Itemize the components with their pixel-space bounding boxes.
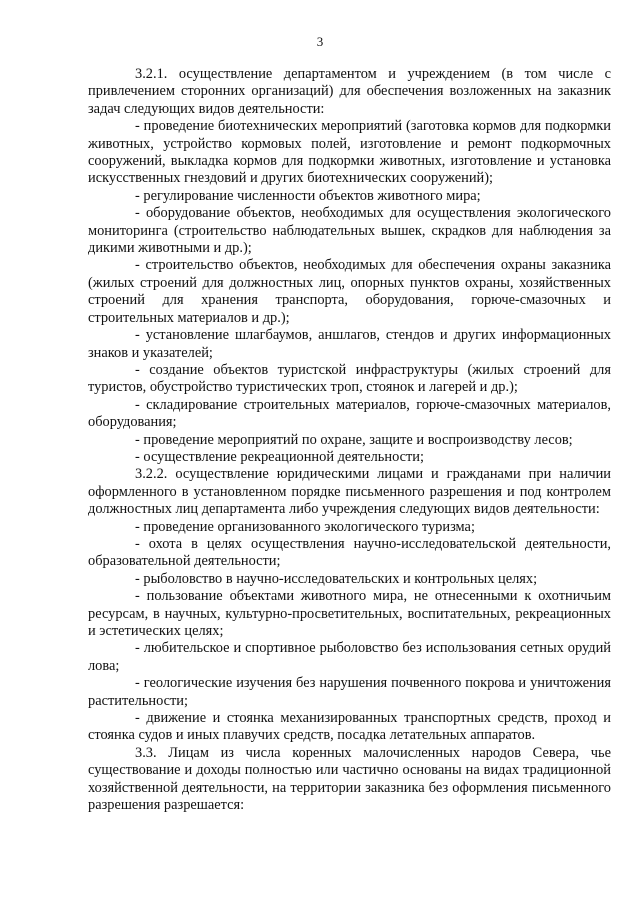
- list-item-forest-protection: - проведение мероприятий по охране, защите и воспроизводству лесов;: [135, 431, 573, 448]
- list-item-population-regulation: - регулирование численности объектов животного мира;: [135, 187, 481, 204]
- list-item-materials-storage: - складирование строительных материалов, горюче-смазочных материалов, оборудования;: [88, 396, 611, 431]
- list-item-monitoring-equipment: - оборудование объектов, необходимых для осуществления экологического мониторинга (строительство наблюдательных вышек, скрадков для наблюдения за дикими животными и др.);: [88, 205, 611, 257]
- list-item-barriers-signs: - установление шлагбаумов, аншлагов, стендов и других информационных знаков и указателей;: [88, 327, 611, 361]
- list-item-recreation: - осуществление рекреационной деятельности;: [135, 448, 424, 465]
- list-item-wildlife-use: - пользование объектами животного мира, не отнесенными к охотничьим ресурсам, в научных, культурно-просветительных, воспитательных, рекреационных и эстетических целях;: [88, 588, 611, 639]
- list-item-geological-study: - геологические изучения без нарушения почвенного покрова и уничтожения растительности;: [88, 675, 611, 709]
- list-item-transport-movement: - движение и стоянка механизированных транспортных средств, проход и стоянка судов и иных плавучих средств, посадка летательных аппаратов.: [88, 710, 611, 744]
- list-item-tourist-infrastructure: - создание объектов туристской инфраструктуры (жилых строений для туристов, обустройство туристических троп, стоянок и лагерей и др.);: [88, 361, 611, 396]
- list-item-eco-tourism: - проведение организованного экологического туризма;: [135, 518, 475, 535]
- list-item-protection-facilities: - строительство объектов, необходимых для обеспечения охраны заказника (жилых строений для должностных лиц, опорных пунктов охраны, хозяйственных строений для хранения транспорта, оборудования, горюче-смазочных и строительных материалов и др.);: [88, 257, 611, 326]
- page-number: 3: [316, 34, 324, 49]
- list-item-recreational-fishing: - любительское и спортивное рыболовство без использования сетных орудий лова;: [88, 640, 611, 674]
- list-item-research-fishing: - рыболовство в научно-исследовательских и контрольных целях;: [135, 570, 538, 587]
- list-item-research-hunting: - охота в целях осуществления научно-исследовательской деятельности, образовательной деятельности;: [88, 535, 611, 570]
- paragraph-3-2-2: 3.2.2. осуществление юридическими лицами и гражданами при наличии оформленного в установленном порядке письменного разрешения и под контролем должностных лиц департамента либо учреждения следующих видов деятельности:: [88, 466, 611, 518]
- list-item-biotechnical-measures: - проведение биотехнических мероприятий (заготовка кормов для подкормки животных, устройство кормовых полей, изготовление и ремонт подкормочных сооружений, выкладка кормов для подкормки животных, изготовление и установка искусственных гнездовий и других биотехнических сооружений);: [88, 118, 611, 187]
- paragraph-3-3: 3.3. Лицам из числа коренных малочисленных народов Севера, чье существование и доходы полностью или частично основаны на видах традиционной хозяйственной деятельности, на территории заказника без оформления письменного разрешения разрешается:: [88, 744, 611, 814]
- document-body: [88, 66, 611, 814]
- paragraph-3-2-1: 3.2.1. осуществление департаментом и учреждением (в том числе с привлечением сторонних организаций) для обеспечения возложенных на заказник задач следующих видов деятельности:: [88, 66, 611, 117]
